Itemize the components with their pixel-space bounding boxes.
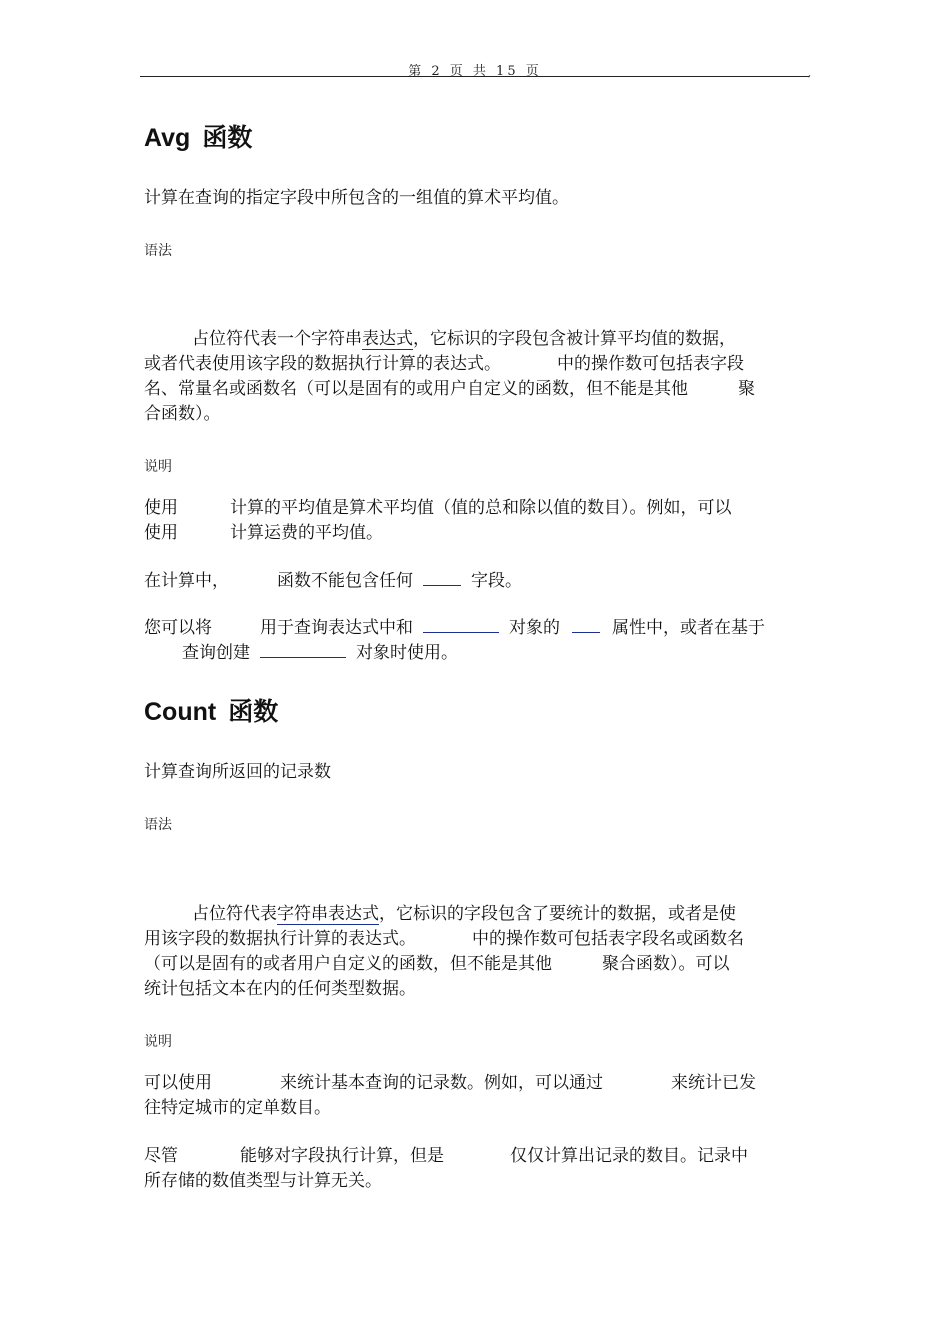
blank-link[interactable] — [572, 618, 600, 633]
count-remark-text: 可以使用 — [144, 1073, 212, 1093]
blank-link[interactable] — [423, 618, 499, 633]
avg-remark-text: 对象的 — [509, 618, 560, 638]
avg-remark-line-3 — [144, 569, 808, 594]
avg-remark-text: 使用 — [144, 523, 178, 543]
count-remark-line-4: 所存储的数值类型与计算无关。 — [144, 1171, 382, 1191]
avg-remark-text: 您可以将 — [144, 618, 212, 638]
avg-expr-text: 中的操作数可包括表字段 — [557, 354, 744, 374]
avg-expr-link: 表达式 — [362, 329, 413, 349]
count-heading-zh: 函数 — [228, 697, 279, 726]
avg-expr-line-2 — [144, 352, 808, 377]
count-remark-line-3 — [144, 1144, 808, 1169]
blank-link[interactable] — [260, 643, 346, 658]
count-heading — [144, 692, 278, 728]
avg-remark-text: 计算的平均值是算术平均值（值的总和除以值的数目）。例如，可以 — [230, 498, 732, 518]
avg-expr-line-1 — [144, 327, 808, 352]
avg-heading — [144, 118, 252, 154]
count-description: 计算查询所返回的记录数 — [144, 762, 331, 782]
avg-expr-text: 占位符代表一个字符串 — [192, 329, 362, 349]
header-mark: , — [808, 68, 812, 79]
avg-remark-text: 属性中，或者在基于 — [612, 618, 765, 638]
count-remarks-paragraph-1 — [144, 1071, 808, 1121]
count-remark-text: 尽管 — [144, 1146, 178, 1166]
count-expr-text: 聚合函数）。可以 — [602, 954, 730, 974]
avg-expr-text: 名、常量名或函数名（可以是固有的或用户自定义的函数，但不能是其他 — [144, 379, 688, 399]
avg-remark-text: 对象时使用。 — [356, 643, 458, 663]
avg-remark-text: 字段。 — [471, 571, 522, 591]
avg-remark-text: 用于查询表达式中和 — [260, 618, 413, 638]
avg-syntax-label: 语法 — [144, 243, 172, 259]
avg-remark-line-1 — [144, 496, 808, 521]
count-remark-text: 来统计已发 — [671, 1073, 756, 1093]
avg-remark-text: 计算运费的平均值。 — [230, 523, 383, 543]
avg-remark-text: 在计算中， — [144, 571, 229, 591]
avg-expr-line-3 — [144, 377, 808, 402]
avg-heading-zh: 函数 — [202, 123, 253, 152]
count-expr-line-2 — [144, 927, 808, 952]
count-expr-line-4: 统计包括文本在内的任何类型数据。 — [144, 979, 416, 999]
avg-remarks-paragraph-3 — [144, 616, 808, 666]
count-expr-line-3 — [144, 952, 808, 977]
avg-expr-line-4: 合函数）。 — [144, 404, 221, 424]
avg-remarks-paragraph-2 — [144, 569, 808, 594]
count-expr-text: 用该字段的数据执行计算的表达式。 — [144, 929, 416, 949]
count-remark-line-2: 往特定城市的定单数目。 — [144, 1098, 331, 1118]
count-expr-line-1 — [144, 902, 808, 927]
count-expr-text: （可以是固有的或者用户自定义的函数，但不能是其他 — [144, 954, 552, 974]
avg-remark-text: 函数不能包含任何 — [277, 571, 413, 591]
count-remark-text: 来统计基本查询的记录数。例如，可以通过 — [280, 1073, 603, 1093]
count-heading-en: Count — [144, 698, 217, 726]
count-remarks-label: 说明 — [144, 1034, 172, 1050]
count-expr-text: 中的操作数可包括表字段名或函数名 — [472, 929, 744, 949]
avg-expr-text: 聚 — [738, 379, 755, 399]
blank-link[interactable] — [423, 571, 461, 586]
count-expr-paragraph — [144, 902, 808, 1002]
count-remark-text: 能够对字段执行计算，但是 — [240, 1146, 444, 1166]
count-expr-link: 字符串表达式 — [277, 904, 379, 924]
avg-remarks-paragraph-1 — [144, 496, 808, 546]
count-remark-line-1 — [144, 1071, 808, 1096]
count-expr-text: 占位符代表 — [192, 904, 277, 924]
avg-remark-line-4 — [144, 616, 808, 641]
count-expr-text: ，它标识的字段包含了要统计的数据，或者是使 — [379, 904, 736, 924]
avg-description: 计算在查询的指定字段中所包含的一组值的算术平均值。 — [144, 188, 569, 208]
header-divider — [140, 76, 809, 77]
count-remarks-paragraph-2 — [144, 1144, 808, 1194]
count-remark-text: 仅仅计算出记录的数目。记录中 — [510, 1146, 748, 1166]
avg-remark-line-2 — [144, 521, 808, 546]
avg-expr-text: ，它标识的字段包含被计算平均值的数据， — [413, 329, 736, 349]
page-header: 第 2 页 共 15 页 — [408, 64, 542, 79]
avg-remarks-label: 说明 — [144, 459, 172, 475]
avg-remark-text: 查询创建 — [182, 643, 250, 663]
avg-heading-en: Avg — [144, 124, 191, 152]
avg-remark-text: 使用 — [144, 498, 178, 518]
avg-remark-line-5 — [144, 641, 808, 666]
count-syntax-label: 语法 — [144, 817, 172, 833]
avg-expr-paragraph — [144, 327, 808, 427]
avg-expr-text: 或者代表使用该字段的数据执行计算的表达式。 — [144, 354, 501, 374]
